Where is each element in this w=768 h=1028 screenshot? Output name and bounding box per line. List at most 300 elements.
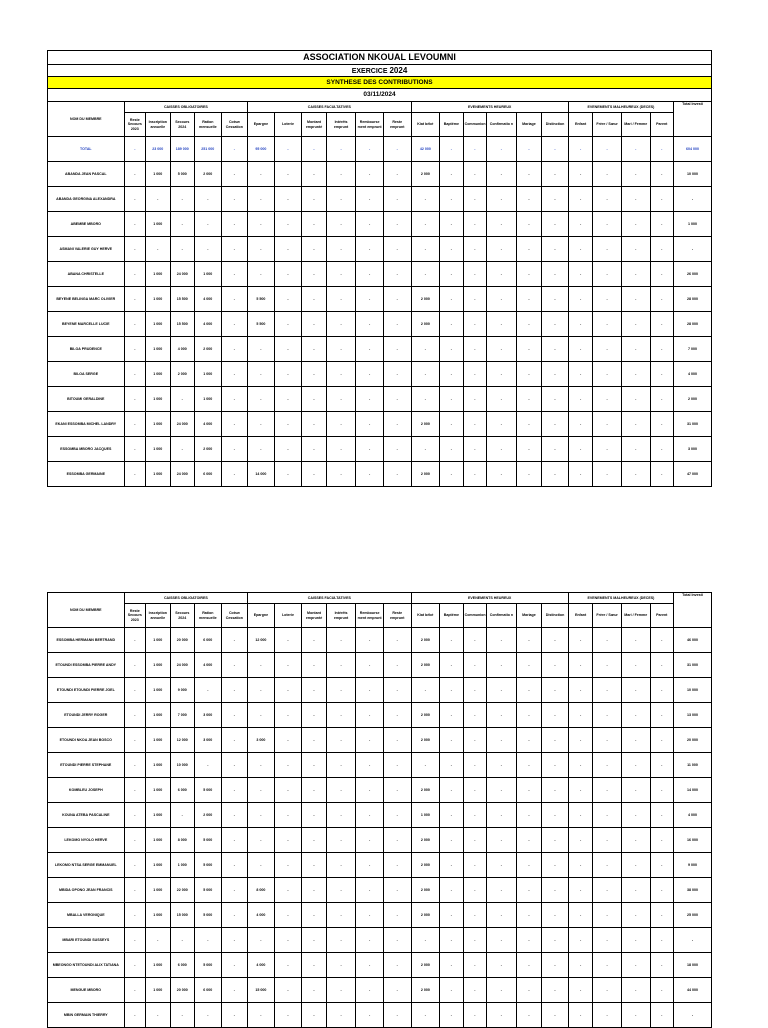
contribution-cell: 2 000	[411, 903, 440, 928]
row-total-cell: -	[674, 187, 712, 212]
contribution-cell: 4 000	[248, 903, 275, 928]
contribution-cell: -	[302, 728, 327, 753]
contribution-cell: -	[650, 678, 674, 703]
contribution-cell: -	[440, 828, 463, 853]
contribution-cell: -	[326, 653, 356, 678]
contribution-cell: -	[274, 1003, 302, 1028]
contribution-cell: -	[487, 1003, 517, 1028]
contribution-cell: -	[221, 803, 248, 828]
contribution-cell: -	[621, 1003, 650, 1028]
contribution-cell: -	[124, 928, 145, 953]
contribution-cell: -	[440, 878, 463, 903]
contribution-cell: -	[302, 362, 327, 387]
contribution-cell: -	[146, 1003, 171, 1028]
contribution-cell: -	[248, 778, 275, 803]
contribution-cell: -	[516, 212, 542, 237]
contribution-cell: 1 000	[146, 703, 171, 728]
contribution-cell: -	[542, 853, 569, 878]
contribution-cell: -	[248, 362, 275, 387]
row-total-cell: -	[674, 237, 712, 262]
contribution-cell: -	[356, 878, 384, 903]
contribution-cell: -	[326, 212, 356, 237]
group-evenements-heureux: EVENEMENTS HEUREUX	[411, 593, 568, 604]
total-cell: 23 000	[146, 137, 171, 162]
contribution-cell: -	[650, 187, 674, 212]
contribution-cell: 1 000	[146, 878, 171, 903]
contribution-cell: -	[463, 753, 486, 778]
contribution-cell: -	[593, 387, 622, 412]
row-total-cell: 16 000	[674, 828, 712, 853]
contribution-cell: -	[593, 412, 622, 437]
contribution-cell: 1 000	[146, 437, 171, 462]
contribution-cell: -	[274, 853, 302, 878]
contribution-cell: -	[516, 653, 542, 678]
contribution-cell: -	[221, 978, 248, 1003]
column-header: Communion	[463, 113, 486, 137]
contribution-cell: -	[274, 187, 302, 212]
member-name: ETOUNDI JERRY ROGER	[48, 703, 125, 728]
column-header-row	[48, 113, 712, 137]
contribution-cell: -	[356, 978, 384, 1003]
member-name: ASMANI VALERIE GUY HERVE	[48, 237, 125, 262]
contribution-cell: -	[221, 362, 248, 387]
contribution-cell: -	[621, 387, 650, 412]
contribution-cell: -	[463, 337, 486, 362]
contribution-cell: -	[356, 1003, 384, 1028]
contribution-cell: -	[326, 462, 356, 487]
contribution-cell: -	[383, 437, 411, 462]
table-row	[48, 878, 712, 903]
contribution-cell: -	[195, 1003, 222, 1028]
contribution-cell: -	[650, 437, 674, 462]
contribution-cell: -	[326, 387, 356, 412]
column-header: Secours 2024	[170, 113, 195, 137]
contribution-cell: -	[302, 412, 327, 437]
contribution-cell: 1 000	[146, 212, 171, 237]
contribution-cell: -	[568, 903, 593, 928]
contribution-cell: -	[516, 903, 542, 928]
contribution-cell: -	[621, 437, 650, 462]
contribution-cell: -	[593, 778, 622, 803]
contribution-cell: -	[356, 903, 384, 928]
contribution-cell: -	[302, 678, 327, 703]
contribution-cell: -	[568, 653, 593, 678]
contribution-cell: -	[274, 778, 302, 803]
contribution-cell: -	[221, 903, 248, 928]
contribution-cell: -	[440, 653, 463, 678]
contribution-cell: 1 000	[195, 387, 222, 412]
contribution-cell: 1 000	[146, 978, 171, 1003]
contribution-cell: -	[593, 362, 622, 387]
contribution-cell: -	[274, 212, 302, 237]
contribution-cell: 1 000	[146, 337, 171, 362]
contribution-cell: -	[621, 828, 650, 853]
contribution-cell: -	[170, 212, 195, 237]
contribution-cell: -	[621, 878, 650, 903]
contribution-cell: -	[516, 853, 542, 878]
contribution-cell: -	[440, 928, 463, 953]
member-name: BEYENE BELINGA MARC OLIVIER	[48, 287, 125, 312]
contribution-cell: 4 000	[195, 653, 222, 678]
contribution-cell: -	[124, 703, 145, 728]
contribution-cell: -	[326, 1003, 356, 1028]
contribution-cell: -	[463, 803, 486, 828]
contribution-cell: -	[411, 437, 440, 462]
contribution-cell: -	[383, 262, 411, 287]
contribution-cell: -	[593, 753, 622, 778]
contribution-cell: -	[326, 678, 356, 703]
contribution-cell: 1 000	[146, 362, 171, 387]
contribution-cell: -	[124, 337, 145, 362]
contribution-cell: -	[440, 853, 463, 878]
contribution-cell: -	[487, 953, 517, 978]
contribution-cell: 1 000	[146, 387, 171, 412]
column-header: Distinction	[542, 604, 569, 628]
contribution-cell: -	[146, 237, 171, 262]
table-row	[48, 462, 712, 487]
total-cell: 42 000	[411, 137, 440, 162]
contribution-cell: -	[516, 628, 542, 653]
contribution-cell: -	[463, 312, 486, 337]
contribution-cell: -	[356, 387, 384, 412]
contribution-cell: -	[383, 678, 411, 703]
contribution-cell: -	[487, 628, 517, 653]
contribution-cell: 4 000	[195, 312, 222, 337]
member-name: EKANI ESSOMBA MICHEL LANDRY	[48, 412, 125, 437]
row-total-cell: 10 000	[674, 162, 712, 187]
contribution-cell: -	[516, 287, 542, 312]
contribution-cell: -	[221, 728, 248, 753]
contribution-cell: -	[516, 778, 542, 803]
total-cell: -	[463, 137, 486, 162]
contribution-cell: -	[248, 212, 275, 237]
contribution-cell: -	[356, 628, 384, 653]
contribution-cell: -	[124, 953, 145, 978]
contribution-cell: -	[221, 628, 248, 653]
contribution-cell: -	[650, 212, 674, 237]
contribution-cell: -	[248, 753, 275, 778]
contribution-cell: -	[274, 162, 302, 187]
total-cell: -	[124, 137, 145, 162]
contribution-cell: -	[621, 978, 650, 1003]
contribution-cell: -	[650, 853, 674, 878]
contribution-cell: -	[356, 337, 384, 362]
column-header: Montant emprunté	[302, 113, 327, 137]
contribution-cell: -	[221, 778, 248, 803]
contribution-cell: -	[124, 778, 145, 803]
contribution-cell: -	[302, 312, 327, 337]
group-caisses-facultatives: CAISSES FACULTATIVES	[248, 593, 411, 604]
column-header: Reste emprunt	[383, 604, 411, 628]
contribution-cell: 2 000	[411, 312, 440, 337]
contribution-cell: -	[542, 828, 569, 853]
contribution-cell: -	[516, 753, 542, 778]
contribution-cell: -	[542, 928, 569, 953]
contribution-cell: -	[221, 212, 248, 237]
contribution-cell: -	[568, 237, 593, 262]
contribution-cell: 2 000	[411, 978, 440, 1003]
contribution-cell: 2 000	[411, 853, 440, 878]
contribution-cell: 1 000	[146, 903, 171, 928]
contribution-cell: -	[326, 628, 356, 653]
column-header: Loterie	[274, 604, 302, 628]
contribution-cell: -	[516, 828, 542, 853]
contribution-cell: -	[440, 903, 463, 928]
contribution-cell: 1 000	[146, 312, 171, 337]
contribution-cell: -	[274, 828, 302, 853]
contribution-cell: -	[302, 462, 327, 487]
contribution-cell: -	[356, 287, 384, 312]
contribution-cell: -	[487, 162, 517, 187]
contribution-cell: -	[221, 953, 248, 978]
table-row	[48, 828, 712, 853]
contribution-cell: -	[326, 728, 356, 753]
contribution-cell: 5 500	[248, 287, 275, 312]
contribution-cell: 1 000	[146, 628, 171, 653]
contribution-cell: -	[593, 312, 622, 337]
contribution-cell: 22 000	[170, 878, 195, 903]
contribution-cell: -	[593, 703, 622, 728]
contribution-cell: -	[487, 703, 517, 728]
contribution-cell: -	[568, 437, 593, 462]
contribution-cell: -	[593, 878, 622, 903]
contribution-cell: -	[302, 928, 327, 953]
contribution-cell: -	[356, 187, 384, 212]
contribution-cell: -	[542, 162, 569, 187]
contribution-cell: -	[568, 753, 593, 778]
member-name: BITOUMI GERALDINE	[48, 387, 125, 412]
contribution-cell: -	[221, 387, 248, 412]
contribution-cell: -	[274, 728, 302, 753]
contribution-cell: -	[274, 362, 302, 387]
total-cell: -	[542, 137, 569, 162]
contribution-cell: -	[487, 287, 517, 312]
contribution-cell: -	[274, 903, 302, 928]
table-row	[48, 703, 712, 728]
column-header: Confirmatio n	[487, 113, 517, 137]
contribution-cell: -	[463, 728, 486, 753]
contribution-cell: -	[463, 878, 486, 903]
contribution-cell: -	[124, 653, 145, 678]
contribution-cell: -	[568, 162, 593, 187]
contribution-cell: -	[621, 337, 650, 362]
contribution-cell: -	[568, 953, 593, 978]
contribution-cell: 2 000	[195, 162, 222, 187]
contribution-cell: -	[383, 462, 411, 487]
contribution-cell: -	[302, 212, 327, 237]
contribution-cell: -	[516, 437, 542, 462]
contribution-cell: -	[621, 412, 650, 437]
contribution-cell: 1 000	[146, 853, 171, 878]
contribution-cell: -	[650, 287, 674, 312]
contribution-cell: -	[221, 462, 248, 487]
contribution-cell: -	[440, 728, 463, 753]
contribution-cell: -	[302, 878, 327, 903]
contribution-cell: -	[274, 703, 302, 728]
row-total-cell: 26 000	[674, 262, 712, 287]
contribution-cell: -	[487, 828, 517, 853]
total-cell: -	[326, 137, 356, 162]
contribution-cell: -	[593, 262, 622, 287]
member-name: ABANDA GEORGINA ALEXANDRA	[48, 187, 125, 212]
contribution-cell: -	[487, 903, 517, 928]
contribution-cell: -	[326, 853, 356, 878]
contribution-cell: -	[650, 312, 674, 337]
contribution-cell: -	[650, 878, 674, 903]
contribution-cell: -	[302, 903, 327, 928]
contribution-cell: -	[302, 653, 327, 678]
contribution-cell: -	[124, 753, 145, 778]
contribution-cell: -	[542, 362, 569, 387]
total-cell: -	[650, 137, 674, 162]
column-header: Ration mensuelle	[195, 604, 222, 628]
contribution-cell: -	[221, 312, 248, 337]
contribution-cell: -	[593, 728, 622, 753]
column-header: Kiat bébé	[411, 604, 440, 628]
column-header: Confirmatio n	[487, 604, 517, 628]
contribution-cell: 6 000	[195, 978, 222, 1003]
contribution-cell: 3 000	[195, 703, 222, 728]
group-header-row	[48, 593, 712, 604]
row-total-cell: 20 000	[674, 728, 712, 753]
contribution-cell: -	[542, 953, 569, 978]
contribution-cell: -	[383, 903, 411, 928]
contribution-cell: -	[326, 187, 356, 212]
contribution-cell: 1 000	[146, 803, 171, 828]
contribution-cell: -	[124, 237, 145, 262]
contribution-cell: -	[621, 703, 650, 728]
column-header: Communion	[463, 604, 486, 628]
contribution-cell: -	[383, 778, 411, 803]
total-cell: -	[383, 137, 411, 162]
table-row	[48, 212, 712, 237]
member-name: KOMBLEU JOSEPH	[48, 778, 125, 803]
contribution-cell: 20 000	[170, 978, 195, 1003]
total-cell: -	[302, 137, 327, 162]
contribution-cell: -	[221, 878, 248, 903]
contribution-cell: -	[593, 978, 622, 1003]
contribution-cell: -	[195, 187, 222, 212]
total-cell: -	[356, 137, 384, 162]
contribution-cell: 1 000	[146, 162, 171, 187]
column-header: Parent	[650, 113, 674, 137]
contribution-cell: -	[650, 462, 674, 487]
contribution-cell: -	[124, 678, 145, 703]
contribution-cell: -	[170, 387, 195, 412]
contribution-cell: 1 000	[146, 653, 171, 678]
member-name: ETOUNDI PIERRE STEPHANE	[48, 753, 125, 778]
contribution-cell: -	[487, 412, 517, 437]
contribution-cell: 12 000	[170, 728, 195, 753]
contribution-cell: -	[195, 237, 222, 262]
contribution-cell: -	[487, 853, 517, 878]
contribution-cell: -	[593, 162, 622, 187]
contribution-cell: -	[221, 828, 248, 853]
contribution-cell: -	[248, 162, 275, 187]
contribution-cell: -	[326, 162, 356, 187]
contribution-cell: -	[221, 237, 248, 262]
contribution-cell: -	[124, 262, 145, 287]
table-row	[48, 237, 712, 262]
contribution-cell: -	[542, 312, 569, 337]
contribution-cell: 4 000	[248, 953, 275, 978]
contribution-cell: -	[487, 653, 517, 678]
contribution-cell: -	[593, 1003, 622, 1028]
contribution-cell: -	[383, 653, 411, 678]
contribution-cell: -	[302, 1003, 327, 1028]
group-evenements-heureux: EVENEMENTS HEUREUX	[411, 102, 568, 113]
contribution-cell: -	[621, 212, 650, 237]
table-row	[48, 753, 712, 778]
contribution-cell: -	[487, 978, 517, 1003]
contribution-cell: -	[621, 628, 650, 653]
contribution-cell: -	[326, 928, 356, 953]
contribution-cell: -	[568, 928, 593, 953]
contribution-cell: -	[248, 262, 275, 287]
total-cell: 251 000	[195, 137, 222, 162]
member-name: LEKOMO NYOLO HERVE	[48, 828, 125, 853]
total-cell: -	[440, 137, 463, 162]
contribution-cell: -	[383, 237, 411, 262]
contribution-cell: -	[542, 212, 569, 237]
contribution-cell: -	[542, 678, 569, 703]
contribution-cell: -	[621, 753, 650, 778]
column-header: Ration mensuelle	[195, 113, 222, 137]
table-row	[48, 928, 712, 953]
row-total-cell: 28 000	[674, 312, 712, 337]
row-total-cell: 25 000	[674, 903, 712, 928]
column-header: Inscription annuelle	[146, 604, 171, 628]
contribution-cell: 1 000	[146, 828, 171, 853]
contribution-cell: 24 000	[170, 462, 195, 487]
contribution-cell: -	[650, 337, 674, 362]
contribution-cell: 2 000	[411, 878, 440, 903]
contribution-cell: -	[516, 362, 542, 387]
contribution-cell: -	[463, 262, 486, 287]
contribution-cell: -	[274, 653, 302, 678]
row-total-cell: 11 000	[674, 753, 712, 778]
contribution-cell: -	[621, 187, 650, 212]
contribution-cell: -	[487, 212, 517, 237]
contribution-cell: 2 000	[411, 287, 440, 312]
contribution-cell: -	[440, 262, 463, 287]
contribution-cell: 2 000	[411, 778, 440, 803]
contribution-cell: -	[516, 928, 542, 953]
table-row	[48, 778, 712, 803]
contribution-cell: 24 000	[170, 262, 195, 287]
contribution-cell: 1 000	[146, 678, 171, 703]
contribution-cell: -	[274, 678, 302, 703]
contribution-cell: -	[568, 778, 593, 803]
contribution-cell: -	[195, 212, 222, 237]
contribution-cell: -	[487, 387, 517, 412]
contribution-cell: -	[124, 828, 145, 853]
contribution-cell: -	[650, 928, 674, 953]
contribution-cell: -	[170, 187, 195, 212]
member-name: MBALLA VERONIQUE	[48, 903, 125, 928]
contribution-cell: 3 000	[248, 728, 275, 753]
contribution-cell: -	[383, 828, 411, 853]
contribution-cell: -	[326, 903, 356, 928]
contribution-cell: 1 000	[146, 462, 171, 487]
member-name: LEKOMO NTSA SERGE EMMANUEL	[48, 853, 125, 878]
contribution-cell: -	[593, 928, 622, 953]
table-row	[48, 978, 712, 1003]
contribution-cell: -	[356, 678, 384, 703]
contribution-cell: -	[356, 237, 384, 262]
row-total-cell: 9 000	[674, 853, 712, 878]
contribution-cell: -	[440, 778, 463, 803]
